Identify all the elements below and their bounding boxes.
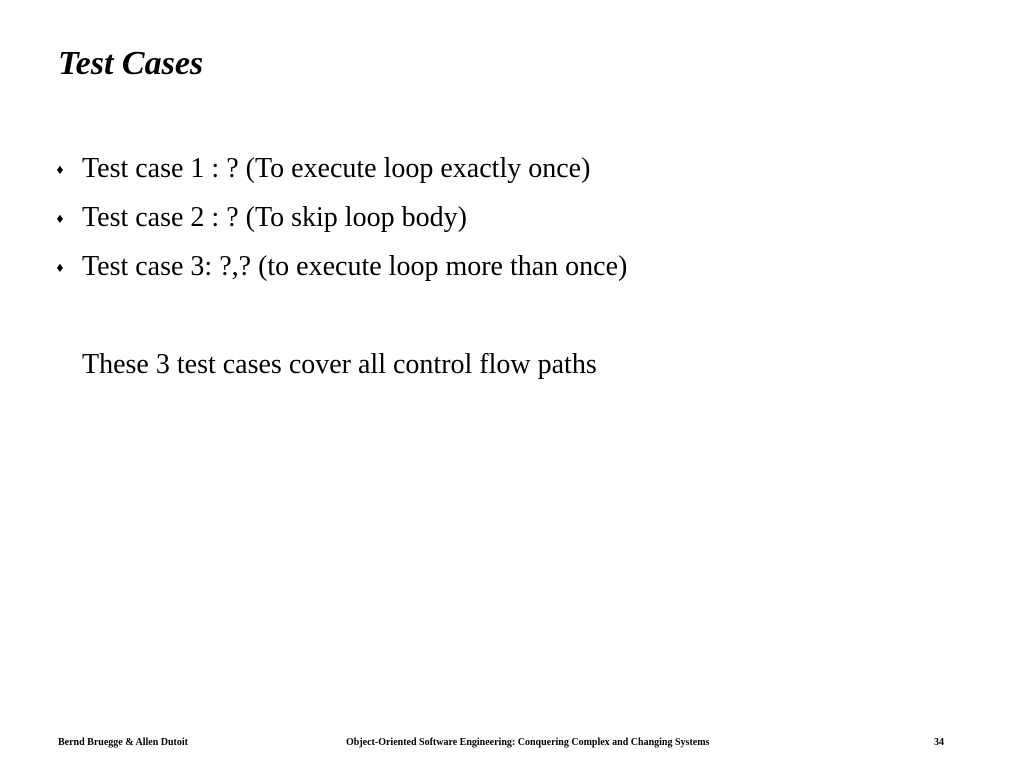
bullet-text: Test case 1 : ? (To execute loop exactly once)	[82, 153, 591, 184]
page-number: 34	[934, 737, 944, 748]
list-item	[52, 244, 627, 293]
bullet-text: Test case 3: ?,? (to execute loop more than once)	[82, 251, 628, 282]
list-item	[52, 195, 627, 244]
bullet-text: Test case 2 : ? (To skip loop body)	[82, 202, 467, 233]
diamond-icon: ♦	[56, 261, 64, 276]
slide-title: Test Cases	[58, 45, 204, 82]
diamond-icon: ♦	[56, 212, 64, 227]
diamond-icon: ♦	[56, 163, 64, 178]
summary-text: These 3 test cases cover all control flow paths	[82, 349, 597, 380]
list-item	[52, 146, 627, 195]
footer-book-title: Object-Oriented Software Engineering: Conquering Complex and Changing Systems	[346, 737, 710, 748]
bullet-list	[52, 146, 627, 293]
footer-authors: Bernd Bruegge & Allen Dutoit	[58, 737, 188, 748]
